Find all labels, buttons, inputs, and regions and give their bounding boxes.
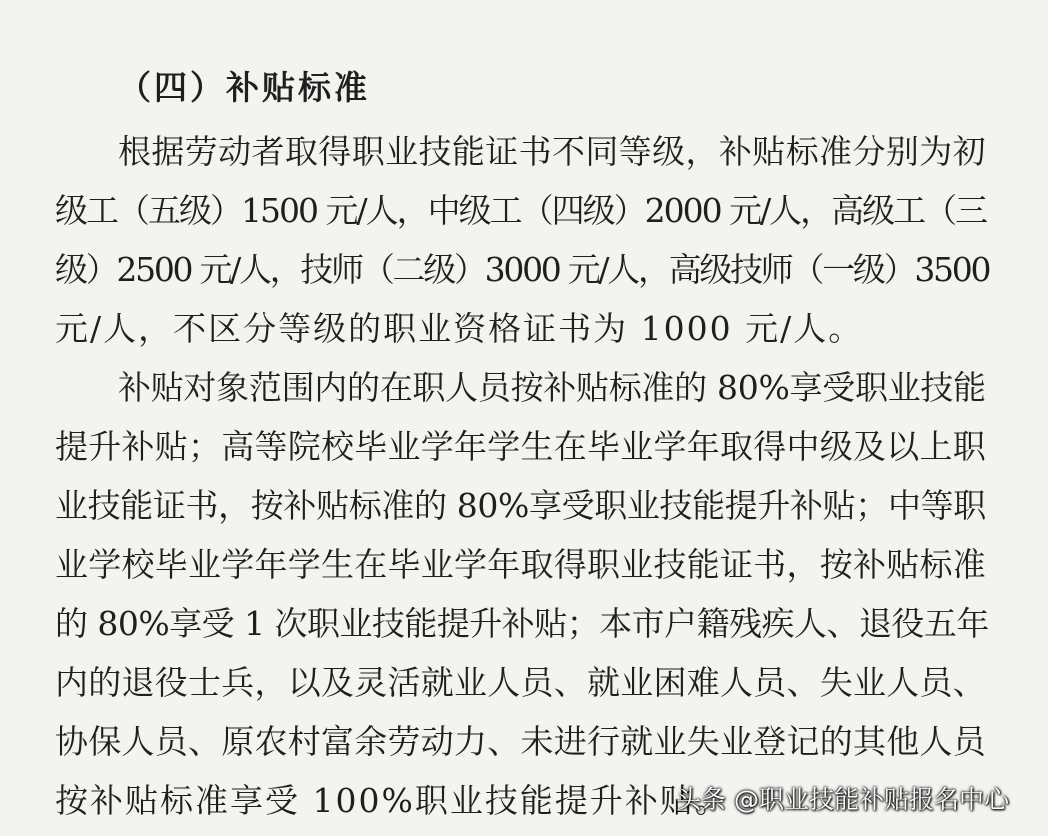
section-heading: （四）补贴标准 <box>118 68 370 107</box>
body-line-12: 按补贴标准享受 100%职业技能提升补贴。 <box>55 781 730 820</box>
body-line-8: 业学校毕业学年学生在毕业学年取得职业技能证书，按补贴标准 <box>55 545 986 584</box>
body-line-5: 补贴对象范围内的在职人员按补贴标准的 80%享受职业技能 <box>118 368 986 407</box>
body-line-1: 根据劳动者取得职业技能证书不同等级，补贴标准分别为初 <box>118 132 986 171</box>
source-watermark: 头条 @职业技能补贴报名中心 <box>676 785 1009 814</box>
body-line-10: 内的退役士兵，以及灵活就业人员、就业困难人员、失业人员、 <box>55 663 986 702</box>
body-line-9: 的 80%享受 1 次职业技能提升补贴；本市户籍残疾人、退役五年 <box>55 604 989 643</box>
body-line-2: 级工（五级）1500 元/人，中级工（四级）2000 元/人，高级工（三 <box>55 191 987 230</box>
body-line-6: 提升补贴；高等院校毕业学年学生在毕业学年取得中级及以上职 <box>55 427 986 466</box>
body-line-4: 元/人，不区分等级的职业资格证书为 1000 元/人。 <box>55 309 864 348</box>
body-line-7: 业技能证书，按补贴标准的 80%享受职业技能提升补贴；中等职 <box>55 486 986 525</box>
body-line-3: 级）2500 元/人，技师（二级）3000 元/人，高级技师（一级）3500 <box>55 250 990 289</box>
body-line-11: 协保人员、原农村富余劳动力、未进行就业失业登记的其他人员 <box>55 722 986 761</box>
